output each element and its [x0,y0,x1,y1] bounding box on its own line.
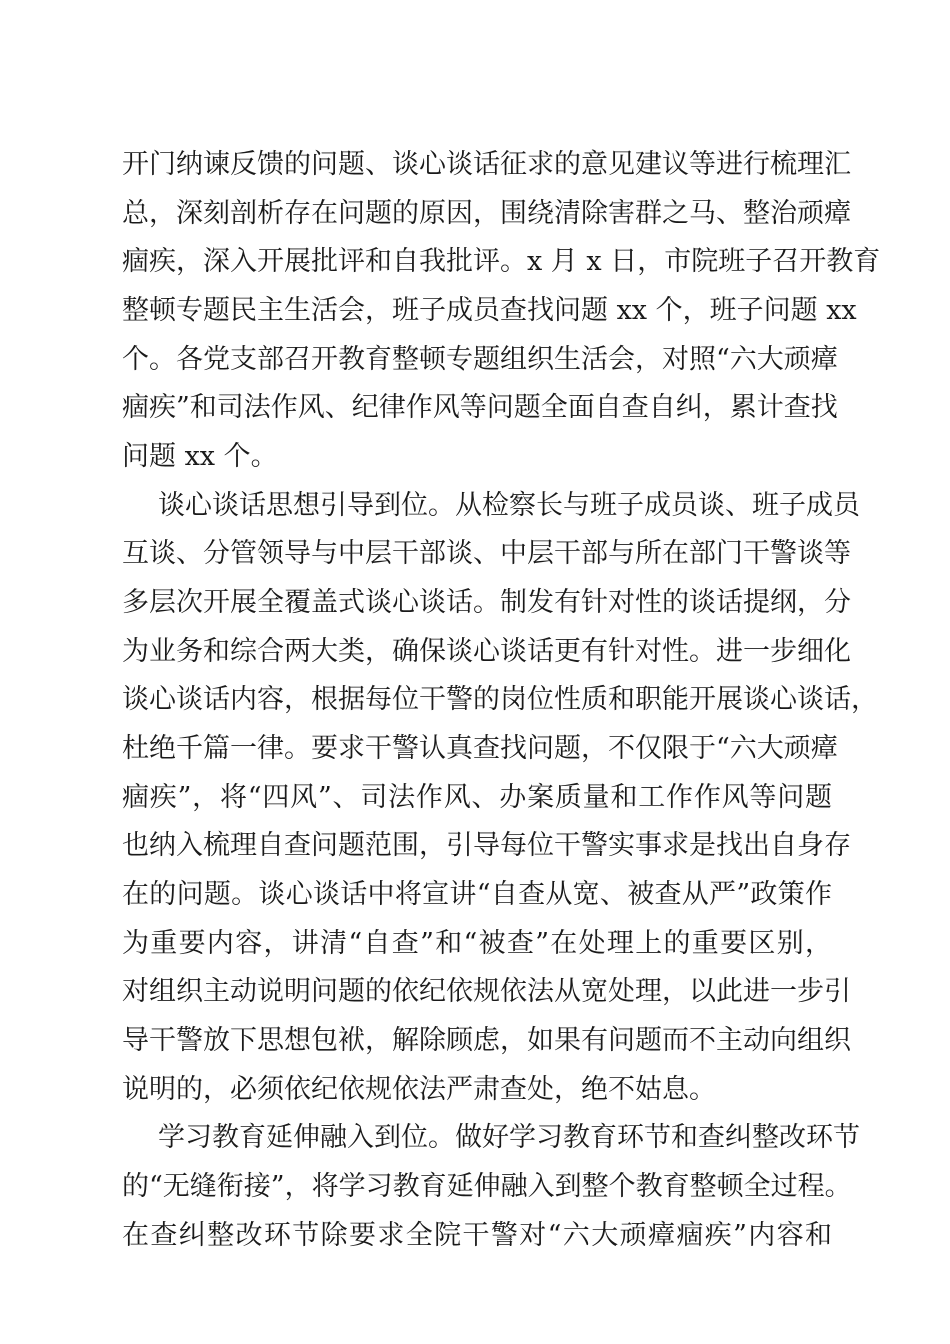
paragraph-2-line-4: 为业务和综合两大类，确保谈心谈话更有针对性。进一步细化 [122,636,851,667]
paragraph-2-line-8: 也纳入梳理自查问题范围，引导每位干警实事求是找出自身存 [122,830,851,861]
paragraph-1-line-3: 痼疾，深入开展批评和自我批评。x 月 x 日，市院班子召开教育 [122,246,881,277]
paragraph-1-line-1: 开门纳谏反馈的问题、谈心谈话征求的意见建议等进行梳理汇 [122,149,851,180]
paragraph-1-line-2: 总，深刻剖析存在问题的原因，围绕清除害群之马、整治顽瘴 [122,198,851,229]
paragraph-2-line-5: 谈心谈话内容，根据每位干警的岗位性质和职能开展谈心谈话， [122,684,878,715]
paragraph-2-line-10: 为重要内容，讲清“自查”和“被查”在处理上的重要区别， [122,928,832,959]
paragraph-1-line-5: 个。各党支部召开教育整顿专题组织生活会，对照“六大顽瘴 [122,344,838,375]
paragraph-3-line-2: 的“无缝衔接”，将学习教育延伸融入到整个教育整顿全过程。 [122,1171,852,1202]
paragraph-2-line-2: 互谈、分管领导与中层干部谈、中层干部与所在部门干警谈等 [122,538,851,569]
paragraph-3-line-3: 在查纠整改环节除要求全院干警对“六大顽瘴痼疾”内容和 [122,1220,832,1251]
paragraph-2-line-13: 说明的，必须依纪依规依法严肃查处，绝不姑息。 [122,1074,716,1105]
paragraph-2-line-7: 痼疾”，将“四风”、司法作风、办案质量和工作作风等问题 [122,782,832,813]
paragraph-2-line-6: 杜绝千篇一律。要求干警认真查找问题，不仅限于“六大顽瘴 [122,733,838,764]
paragraph-2-line-9: 在的问题。谈心谈话中将宣讲“自查从宽、被查从严”政策作 [122,879,832,910]
paragraph-1-line-6: 痼疾”和司法作风、纪律作风等问题全面自查自纠，累计查找 [122,392,838,423]
paragraph-2-line-3: 多层次开展全覆盖式谈心谈话。制发有针对性的谈话提纲，分 [122,587,851,618]
paragraph-1-line-4: 整顿专题民主生活会，班子成员查找问题 xx 个，班子问题 xx [122,295,857,326]
paragraph-3-line-1: 学习教育延伸融入到位。做好学习教育环节和查纠整改环节 [158,1122,860,1153]
paragraph-2-line-1: 谈心谈话思想引导到位。从检察长与班子成员谈、班子成员 [158,490,860,521]
paragraph-2-line-12: 导干警放下思想包袱，解除顾虑，如果有问题而不主动向组织 [122,1025,851,1056]
paragraph-1-line-7: 问题 xx 个。 [122,441,278,472]
paragraph-2-line-11: 对组织主动说明问题的依纪依规依法从宽处理，以此进一步引 [122,976,851,1007]
